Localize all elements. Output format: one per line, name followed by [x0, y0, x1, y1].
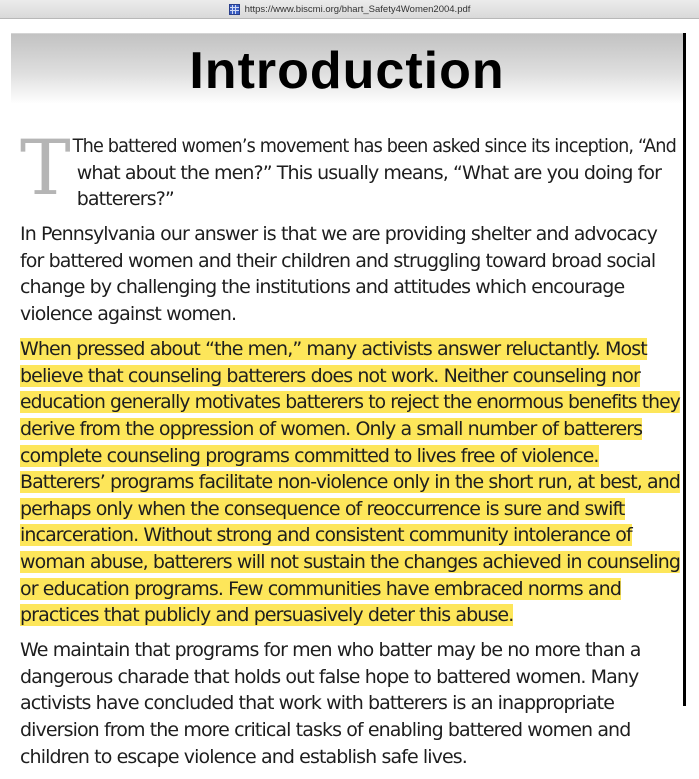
drop-cap: T	[20, 123, 71, 212]
text-line: In Pennsylvania our answer is that we are providing shelter and advocacy	[20, 223, 657, 246]
paragraph-highlighted	[20, 336, 680, 629]
highlighted-text-line: perhaps only when the consequence of reoccurrence is sure and swift	[20, 497, 625, 520]
paragraph-pennsylvania	[20, 221, 680, 327]
text-line: violence against women.	[20, 303, 237, 326]
title-banner	[11, 33, 683, 104]
text-line: change by challenging the institutions and attitudes which encourage	[20, 276, 625, 299]
highlighted-text-line: derive from the oppression of women. Only a small number of batterers	[20, 417, 643, 440]
text-line: diversion from the more critical tasks of enabling battered women and	[20, 718, 631, 741]
text-line: The battered women’s movement has been asked since its inception, “And	[72, 135, 676, 157]
text-line: what about the men?” This usually means, “What are you doing for	[76, 161, 662, 184]
browser-title-bar	[0, 0, 699, 19]
highlighted-text-line: education generally motivates batterers to reject the enormous benefits they	[20, 391, 680, 414]
page-right-border	[683, 33, 686, 706]
document-body	[20, 123, 680, 779]
document-url: https://www.biscmi.org/bhart_Safety4Women2004.pdf	[244, 3, 471, 15]
highlighted-text-line: practices that publicly and persuasively deter this abuse.	[20, 604, 514, 627]
highlighted-text-line: Batterers’ programs facilitate non-violence only in the short run, at best, and	[20, 471, 680, 494]
text-line: dangerous charade that holds out false hope to battered women. Many	[20, 665, 639, 688]
text-line: We maintain that programs for men who batter may be no more than a	[20, 639, 641, 662]
url-display	[229, 4, 471, 15]
text-line: for battered women and their children and struggling toward broad social	[20, 249, 656, 272]
paragraph-conclusion	[20, 637, 680, 770]
text-line: activists have concluded that work with batterers is an inappropriate	[20, 692, 615, 715]
highlighted-text-line: believe that counseling batterers does not work. Neither counseling nor	[20, 364, 640, 387]
text-line: batterers?”	[76, 188, 174, 211]
page-title: Introduction	[189, 42, 505, 100]
highlighted-text-line: When pressed about “the men,” many activists answer reluctantly. Most	[20, 338, 647, 361]
highlighted-text-line: incarceration. Without strong and consistent community intolerance of	[20, 524, 632, 547]
pdf-document-icon	[229, 4, 240, 15]
highlighted-text-line: or education programs. Few communities have embraced norms and	[20, 577, 621, 600]
highlighted-text-line: complete counseling programs committed to lives free of violence.	[20, 444, 599, 467]
text-line: children to escape violence and establish safe lives.	[20, 745, 467, 768]
highlighted-text-line: woman abuse, batterers will not sustain the changes achieved in counseling	[20, 550, 680, 573]
paragraph-intro	[20, 123, 680, 213]
